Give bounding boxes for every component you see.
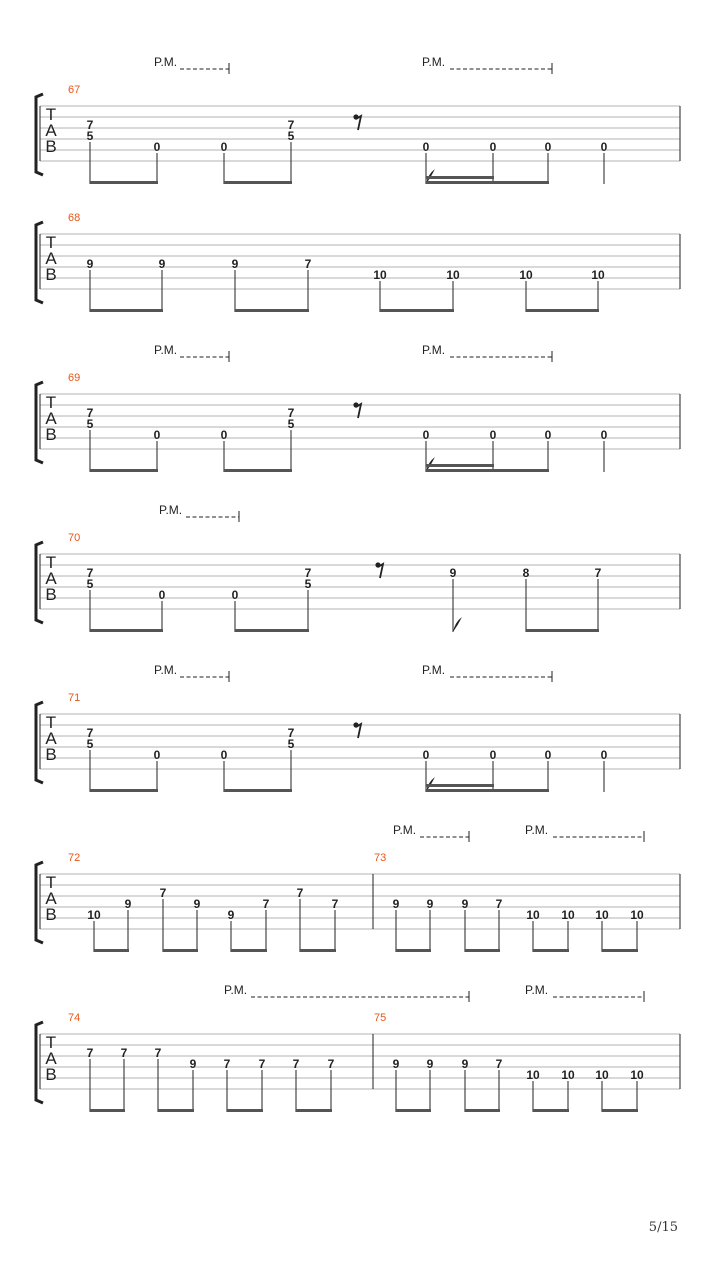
fret-number: 7 [86, 566, 94, 580]
tab-system-6 [36, 831, 680, 952]
beam [426, 469, 549, 472]
palm-mute-label: P.M. [422, 663, 446, 677]
palm-mute-label: P.M. [422, 343, 446, 357]
beam [90, 789, 158, 792]
page-number: 5/15 [648, 1220, 678, 1235]
tab-clef-letter: T [45, 233, 57, 252]
beam [426, 789, 549, 792]
fret-number: 7 [86, 406, 94, 420]
beam-sixteenth [426, 784, 494, 787]
fret-number: 10 [373, 268, 387, 282]
fret-number: 7 [262, 897, 270, 911]
tab-clef-letter: A [45, 569, 57, 588]
tab-clef-letter: B [45, 425, 57, 444]
beam [235, 629, 309, 632]
palm-mute-label: P.M. [525, 983, 549, 997]
fret-number: 7 [304, 566, 312, 580]
fret-number: 10 [630, 1068, 644, 1082]
beam [90, 181, 158, 184]
tab-clef-letter: B [45, 905, 57, 924]
fret-number: 10 [591, 268, 605, 282]
fret-number: 7 [594, 566, 602, 580]
beam [602, 1109, 638, 1112]
fret-number: 9 [392, 1057, 400, 1071]
fret-number: 0 [220, 140, 228, 154]
fret-number: 0 [231, 588, 239, 602]
fret-number: 5 [287, 129, 295, 143]
fret-number: 0 [422, 140, 430, 154]
beam-sixteenth [426, 176, 494, 179]
fret-number: 0 [422, 748, 430, 762]
measure-number: 68 [68, 212, 81, 224]
fret-number: 7 [327, 1057, 335, 1071]
tab-system-7 [36, 991, 680, 1112]
fret-number: 9 [189, 1057, 197, 1071]
tab-system-2 [36, 222, 680, 312]
fret-number: 5 [86, 417, 94, 431]
fret-number: 9 [86, 257, 94, 271]
fret-number: 9 [449, 566, 457, 580]
fret-number: 7 [304, 257, 312, 271]
fret-number: 0 [600, 428, 608, 442]
fret-number: 7 [154, 1046, 162, 1060]
fret-number: 10 [87, 908, 101, 922]
palm-mute-label: P.M. [422, 55, 446, 69]
tab-clef-letter: A [45, 249, 57, 268]
palm-mute-label: P.M. [154, 343, 178, 357]
palm-mute-label: P.M. [154, 663, 178, 677]
fret-number: 7 [159, 886, 167, 900]
tab-clef-letter: A [45, 889, 57, 908]
fret-number: 7 [495, 897, 503, 911]
fret-number: 5 [287, 417, 295, 431]
fret-number: 10 [526, 1068, 540, 1082]
tab-clef-letter: T [45, 873, 57, 892]
measure-number: 72 [68, 852, 81, 864]
fret-number: 0 [422, 428, 430, 442]
beam [396, 1109, 431, 1112]
fret-number: 0 [544, 748, 552, 762]
palm-mute-label: P.M. [224, 983, 248, 997]
beam [227, 1109, 263, 1112]
fret-number: 0 [220, 428, 228, 442]
measure-number: 69 [68, 372, 81, 384]
fret-number: 7 [331, 897, 339, 911]
tab-clef-letter: B [45, 585, 57, 604]
fret-number: 10 [595, 908, 609, 922]
fret-number: 10 [595, 1068, 609, 1082]
fret-number: 7 [86, 726, 94, 740]
fret-number: 7 [223, 1057, 231, 1071]
tab-clef-letter: T [45, 393, 57, 412]
fret-number: 7 [292, 1057, 300, 1071]
fret-number: 10 [519, 268, 533, 282]
fret-number: 0 [489, 748, 497, 762]
fret-number: 7 [258, 1057, 266, 1071]
note-flag [453, 617, 462, 632]
beam [533, 1109, 569, 1112]
fret-number: 5 [304, 577, 312, 591]
beam [426, 181, 549, 184]
palm-mute-label: P.M. [154, 55, 178, 69]
tab-clef-letter: T [45, 713, 57, 732]
fret-number: 9 [461, 1057, 469, 1071]
tab-clef-letter: B [45, 1065, 57, 1084]
fret-number: 9 [158, 257, 166, 271]
tab-clef-letter: B [45, 137, 57, 156]
beam-sixteenth [426, 464, 494, 467]
tab-system-4 [36, 511, 680, 632]
beam [235, 309, 309, 312]
fret-number: 9 [426, 1057, 434, 1071]
fret-number: 7 [287, 406, 295, 420]
fret-number: 9 [461, 897, 469, 911]
fret-number: 10 [630, 908, 644, 922]
measure-number: 74 [68, 1012, 81, 1024]
palm-mute-label: P.M. [159, 503, 183, 517]
fret-number: 5 [86, 737, 94, 751]
fret-number: 5 [287, 737, 295, 751]
palm-mute-label: P.M. [393, 823, 417, 837]
fret-number: 10 [561, 1068, 575, 1082]
fret-number: 9 [392, 897, 400, 911]
beam [158, 1109, 194, 1112]
beam [224, 181, 292, 184]
tab-clef-letter: A [45, 409, 57, 428]
beam [300, 949, 336, 952]
fret-number: 0 [489, 428, 497, 442]
fret-number: 9 [193, 897, 201, 911]
beam [224, 469, 292, 472]
fret-number: 7 [86, 1046, 94, 1060]
beam [602, 949, 638, 952]
fret-number: 0 [489, 140, 497, 154]
fret-number: 9 [124, 897, 132, 911]
beam [465, 1109, 500, 1112]
fret-number: 0 [153, 748, 161, 762]
beam [90, 629, 163, 632]
fret-number: 7 [86, 118, 94, 132]
beam [224, 789, 292, 792]
fret-number: 0 [153, 140, 161, 154]
palm-mute-label: P.M. [525, 823, 549, 837]
measure-number: 71 [68, 692, 81, 704]
measure-number: 73 [374, 852, 387, 864]
beam [526, 629, 599, 632]
beam [396, 949, 431, 952]
tab-system-5 [36, 671, 680, 792]
fret-number: 9 [227, 908, 235, 922]
tab-clef-letter: T [45, 1033, 57, 1052]
measure-number: 70 [68, 532, 81, 544]
tab-clef-letter: A [45, 1049, 57, 1068]
fret-number: 10 [526, 908, 540, 922]
beam [90, 1109, 125, 1112]
fret-number: 7 [287, 118, 295, 132]
fret-number: 9 [231, 257, 239, 271]
fret-number: 0 [220, 748, 228, 762]
fret-number: 5 [86, 129, 94, 143]
beam [533, 949, 569, 952]
measure-number: 75 [374, 1012, 387, 1024]
fret-number: 0 [544, 428, 552, 442]
beam [526, 309, 599, 312]
fret-number: 8 [522, 566, 530, 580]
beam [465, 949, 500, 952]
fret-number: 7 [287, 726, 295, 740]
fret-number: 0 [544, 140, 552, 154]
tab-clef-letter: A [45, 729, 57, 748]
fret-number: 0 [153, 428, 161, 442]
fret-number: 9 [426, 897, 434, 911]
beam [296, 1109, 332, 1112]
tab-clef-letter: T [45, 553, 57, 572]
fret-number: 7 [120, 1046, 128, 1060]
tab-clef-letter: B [45, 745, 57, 764]
measure-number: 67 [68, 84, 81, 96]
tab-clef-letter: A [45, 121, 57, 140]
fret-number: 0 [600, 140, 608, 154]
fret-number: 7 [296, 886, 304, 900]
tab-system-3 [36, 351, 680, 472]
fret-number: 0 [600, 748, 608, 762]
fret-number: 10 [561, 908, 575, 922]
fret-number: 5 [86, 577, 94, 591]
fret-number: 10 [446, 268, 460, 282]
beam [163, 949, 198, 952]
beam [90, 469, 158, 472]
beam [90, 309, 163, 312]
fret-number: 7 [495, 1057, 503, 1071]
tab-clef-letter: B [45, 265, 57, 284]
beam [94, 949, 129, 952]
tab-system-1 [36, 63, 680, 184]
beam [231, 949, 267, 952]
fret-number: 0 [158, 588, 166, 602]
tab-clef-letter: T [45, 105, 57, 124]
beam [380, 309, 454, 312]
